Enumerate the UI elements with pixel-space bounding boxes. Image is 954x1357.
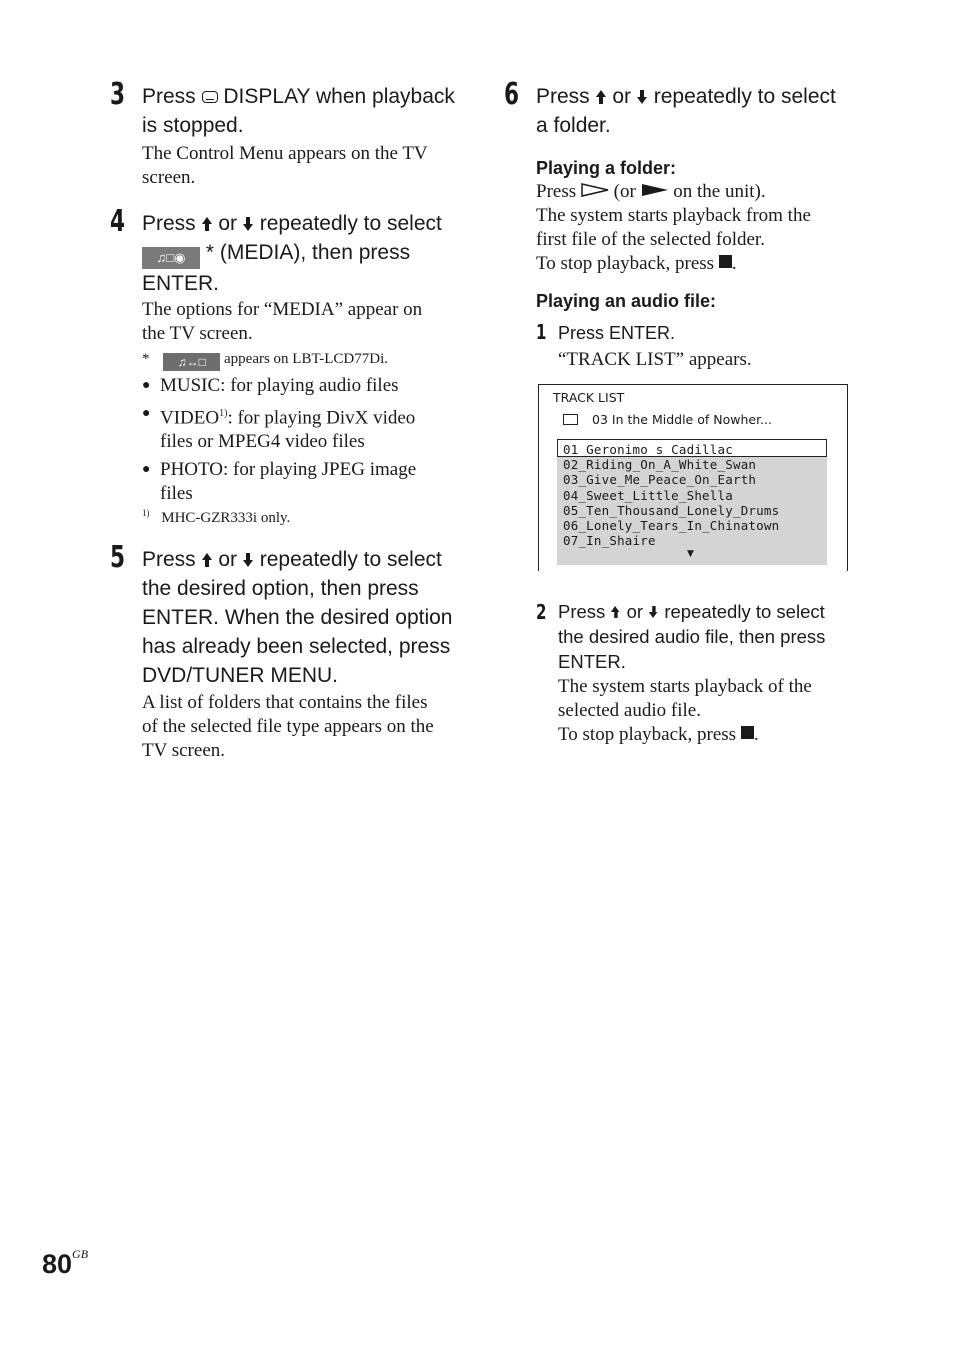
page-number-suffix: GB bbox=[72, 1247, 89, 1261]
footnote bbox=[142, 503, 472, 528]
list-item-text: : for playing DivX video bbox=[227, 407, 416, 429]
body-line: A list of folders that contains the files bbox=[142, 692, 428, 713]
heading-text: DVD/TUNER MENU. bbox=[142, 664, 339, 687]
heading-text: repeatedly to select bbox=[259, 212, 442, 235]
heading-text: DISPLAY when playback bbox=[223, 85, 455, 108]
folder-name: 03 In the Middle of Nowher... bbox=[592, 412, 772, 427]
step-number: 6 bbox=[504, 77, 520, 112]
step-heading bbox=[536, 82, 876, 140]
track-item[interactable]: 03_Give_Me_Peace_On_Earth bbox=[563, 472, 757, 488]
step-heading bbox=[142, 82, 482, 140]
heading-text: Press bbox=[142, 85, 196, 108]
heading-text: a folder. bbox=[536, 114, 611, 137]
list-item-text: VIDEO bbox=[160, 407, 220, 429]
body-line bbox=[536, 252, 876, 276]
body-line: first file of the selected folder. bbox=[536, 229, 765, 250]
list-item bbox=[142, 374, 472, 398]
heading-text: the desired audio file, then press bbox=[558, 626, 826, 647]
list-item-text: PHOTO: for playing JPEG image bbox=[160, 459, 417, 481]
heading-text: has already been selected, press bbox=[142, 635, 451, 658]
heading-text: ENTER. When the desired option bbox=[142, 606, 453, 629]
substep-number: 1 bbox=[536, 320, 547, 344]
footnote-ref: 1) bbox=[219, 408, 228, 419]
body-line: selected audio file. bbox=[558, 700, 701, 721]
stop-icon bbox=[719, 255, 732, 268]
substep-text: Press ENTER. bbox=[558, 323, 676, 343]
heading-text: or bbox=[612, 85, 632, 108]
heading-text: repeatedly to select bbox=[259, 548, 442, 571]
heading-text: Press bbox=[558, 601, 606, 622]
body-line: screen. bbox=[142, 167, 196, 188]
step-number: 3 bbox=[110, 77, 126, 112]
track-list-screen bbox=[538, 384, 848, 571]
scroll-down-indicator-icon: ▼ bbox=[687, 549, 694, 559]
track-list-title: TRACK LIST bbox=[553, 390, 625, 405]
heading-text: Press bbox=[142, 212, 196, 235]
heading-text: or bbox=[626, 601, 644, 622]
step-number: 5 bbox=[110, 540, 126, 575]
body-text: To stop playback, press bbox=[558, 724, 737, 745]
body-line bbox=[558, 723, 878, 747]
media-note bbox=[142, 349, 482, 371]
body-line: The system starts playback from the bbox=[536, 205, 811, 226]
track-item[interactable]: 04_Sweet_Little_Shella bbox=[563, 487, 733, 503]
heading-text: the desired option, then press bbox=[142, 577, 419, 600]
current-folder bbox=[563, 411, 772, 429]
heading-text: * (MEDIA), then press bbox=[205, 241, 411, 264]
body-text: . bbox=[753, 724, 759, 745]
list-item-text: files or MPEG4 video files bbox=[160, 431, 365, 453]
step-body bbox=[142, 298, 482, 346]
step-body bbox=[142, 142, 482, 190]
bullet-icon: ● bbox=[142, 378, 151, 393]
track-item[interactable]: 07_In_Shaire bbox=[563, 533, 656, 549]
body-line: The Control Menu appears on the TV bbox=[142, 143, 428, 164]
step-heading bbox=[142, 209, 482, 298]
substep-heading bbox=[558, 599, 878, 674]
track-item[interactable]: 02_Riding_On_A_White_Swan bbox=[563, 457, 757, 473]
heading-text: repeatedly to select bbox=[653, 85, 836, 108]
footnote-text: MHC-GZR333i only. bbox=[161, 510, 291, 526]
body-text: . bbox=[731, 253, 737, 274]
down-arrow-icon bbox=[649, 606, 658, 618]
up-arrow-icon bbox=[202, 217, 213, 231]
track-item[interactable]: 06_Lonely_Tears_In_Chinatown bbox=[563, 518, 780, 534]
media-icon: ♫↔□ bbox=[163, 353, 220, 371]
list-item bbox=[142, 458, 472, 506]
stop-icon bbox=[741, 726, 754, 739]
folder-icon bbox=[563, 414, 578, 425]
body-line: “TRACK LIST” appears. bbox=[558, 349, 752, 370]
body-line: The system starts playback of the bbox=[558, 676, 812, 697]
up-arrow-icon bbox=[202, 553, 213, 567]
up-arrow-icon bbox=[611, 606, 620, 618]
heading-text: Press bbox=[142, 548, 196, 571]
heading-text: ENTER. bbox=[558, 651, 626, 672]
heading-text: repeatedly to select bbox=[664, 601, 825, 622]
section-title: Playing an audio file: bbox=[536, 291, 717, 311]
down-arrow-icon bbox=[637, 90, 648, 104]
down-arrow-icon bbox=[243, 217, 254, 231]
down-arrow-icon bbox=[243, 553, 254, 567]
track-item[interactable]: 05_Ten_Thousand_Lonely_Drums bbox=[563, 502, 780, 518]
substep-body bbox=[558, 675, 878, 747]
play-solid-icon bbox=[641, 183, 669, 197]
list-item-text: files bbox=[160, 483, 193, 505]
body-text: on the unit). bbox=[673, 181, 766, 202]
play-outline-icon bbox=[581, 183, 609, 197]
bullet-icon: ● bbox=[142, 462, 151, 478]
note-mark: * bbox=[142, 351, 150, 367]
body-text: (or bbox=[613, 181, 636, 202]
note-text: appears on LBT-LCD77Di. bbox=[224, 351, 389, 367]
body-line: The options for “MEDIA” appear on bbox=[142, 299, 423, 320]
playing-folder-section bbox=[536, 156, 876, 276]
heading-text: ENTER. bbox=[142, 272, 220, 295]
media-options-list bbox=[142, 374, 472, 506]
body-text: Press bbox=[536, 181, 577, 202]
body-line: TV screen. bbox=[142, 740, 226, 761]
heading-text: is stopped. bbox=[142, 114, 244, 137]
media-icon: ♫□◉ bbox=[142, 247, 200, 269]
page-number bbox=[42, 1247, 88, 1280]
page-number-value: 80 bbox=[42, 1249, 73, 1279]
heading-text: Press bbox=[536, 85, 590, 108]
body-line: of the selected file type appears on the bbox=[142, 716, 434, 737]
up-arrow-icon bbox=[596, 90, 607, 104]
list-item bbox=[142, 402, 472, 454]
heading-text: or bbox=[218, 548, 238, 571]
footnote-mark: 1) bbox=[142, 508, 150, 518]
track-item[interactable]: 01_Geronimo_s_Cadillac bbox=[563, 442, 733, 457]
display-button-icon bbox=[202, 91, 218, 103]
section-title: Playing a folder: bbox=[536, 158, 677, 178]
step-heading bbox=[142, 545, 487, 690]
step-number: 4 bbox=[110, 204, 126, 239]
heading-text: or bbox=[218, 212, 238, 235]
bullet-icon: ● bbox=[142, 406, 151, 421]
substep-number: 2 bbox=[536, 600, 547, 624]
track-items bbox=[563, 442, 825, 548]
body-text: To stop playback, press bbox=[536, 253, 715, 274]
body-line: the TV screen. bbox=[142, 323, 253, 344]
list-item-text: MUSIC: for playing audio files bbox=[160, 375, 399, 396]
step-body bbox=[142, 691, 487, 763]
body-line bbox=[536, 180, 876, 204]
